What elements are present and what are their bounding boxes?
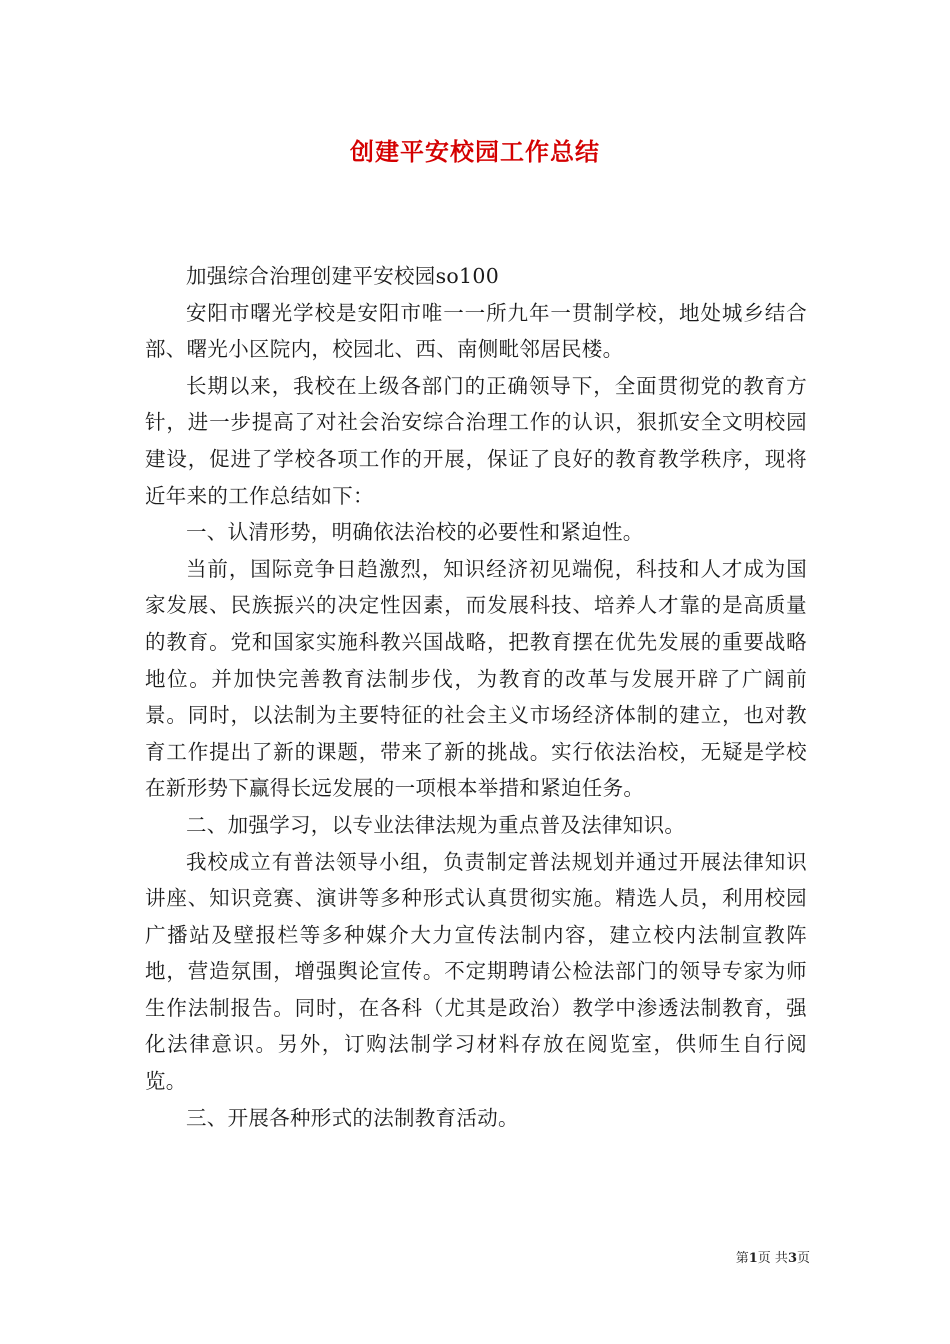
paragraph-subtitle: 加强综合治理创建平安校园so100	[186, 264, 500, 288]
document-title: 创建平安校园工作总结	[350, 137, 600, 166]
paragraph-section-2: 我校成立有普法领导小组，负责制定普法规划并通过开展法律知识讲座、知识竞赛、演讲等多种形式认真贯彻实施。精选人员，利用校园广播站及壁报栏等多种媒介大力宣传法制内容，建立校内法制宣教阵地，营造氛围，增强舆论宣传。不定期聘请公检法部门的领导专家为师生作法制报告。同时，在各科（尤其是政治）教学中渗透法制教育，强化法律意识。另外，订购法制学习材料存放在阅览室，供师生自行阅览。	[145, 849, 807, 1094]
footer-current-page: 1	[748, 1251, 758, 1266]
section-heading-1: 一、认清形势，明确依法治校的必要性和紧迫性。	[186, 520, 644, 545]
document-body	[145, 258, 807, 1136]
footer-total-pages: 3	[787, 1251, 797, 1266]
page-number-footer	[700, 1247, 810, 1266]
section-heading-3: 三、开展各种形式的法制教育活动。	[186, 1105, 519, 1130]
paragraph-section-1: 当前，国际竞争日趋激烈，知识经济初见端倪，科技和人才成为国家发展、民族振兴的决定性因素，而发展科技、培养人才靠的是高质量的教育。党和国家实施科教兴国战略，把教育摆在优先发展的重要战略地位。并加快完善教育法制步伐，为教育的改革与发展开辟了广阔前景。同时，以法制为主要特征的社会主义市场经济体制的建立，也对教育工作提出了新的课题，带来了新的挑战。实行依法治校，无疑是学校在新形势下赢得长远发展的一项根本举措和紧迫任务。	[145, 556, 807, 801]
footer-suffix: 页	[796, 1251, 810, 1266]
section-heading-2: 二、加强学习，以专业法律法规为重点普及法律知识。	[186, 812, 686, 837]
footer-middle: 页 共	[757, 1251, 788, 1266]
paragraph-overview: 长期以来，我校在上级各部门的正确领导下，全面贯彻党的教育方针，进一步提高了对社会治安综合治理工作的认识，狠抓安全文明校园建设，促进了学校各项工作的开展，保证了良好的教育教学秩序，现将近年来的工作总结如下：	[145, 373, 807, 508]
footer-prefix: 第	[735, 1251, 749, 1266]
paragraph-school-intro: 安阳市曙光学校是安阳市唯一一所九年一贯制学校，地处城乡结合部、曙光小区院内，校园北、西、南侧毗邻居民楼。	[145, 300, 807, 362]
